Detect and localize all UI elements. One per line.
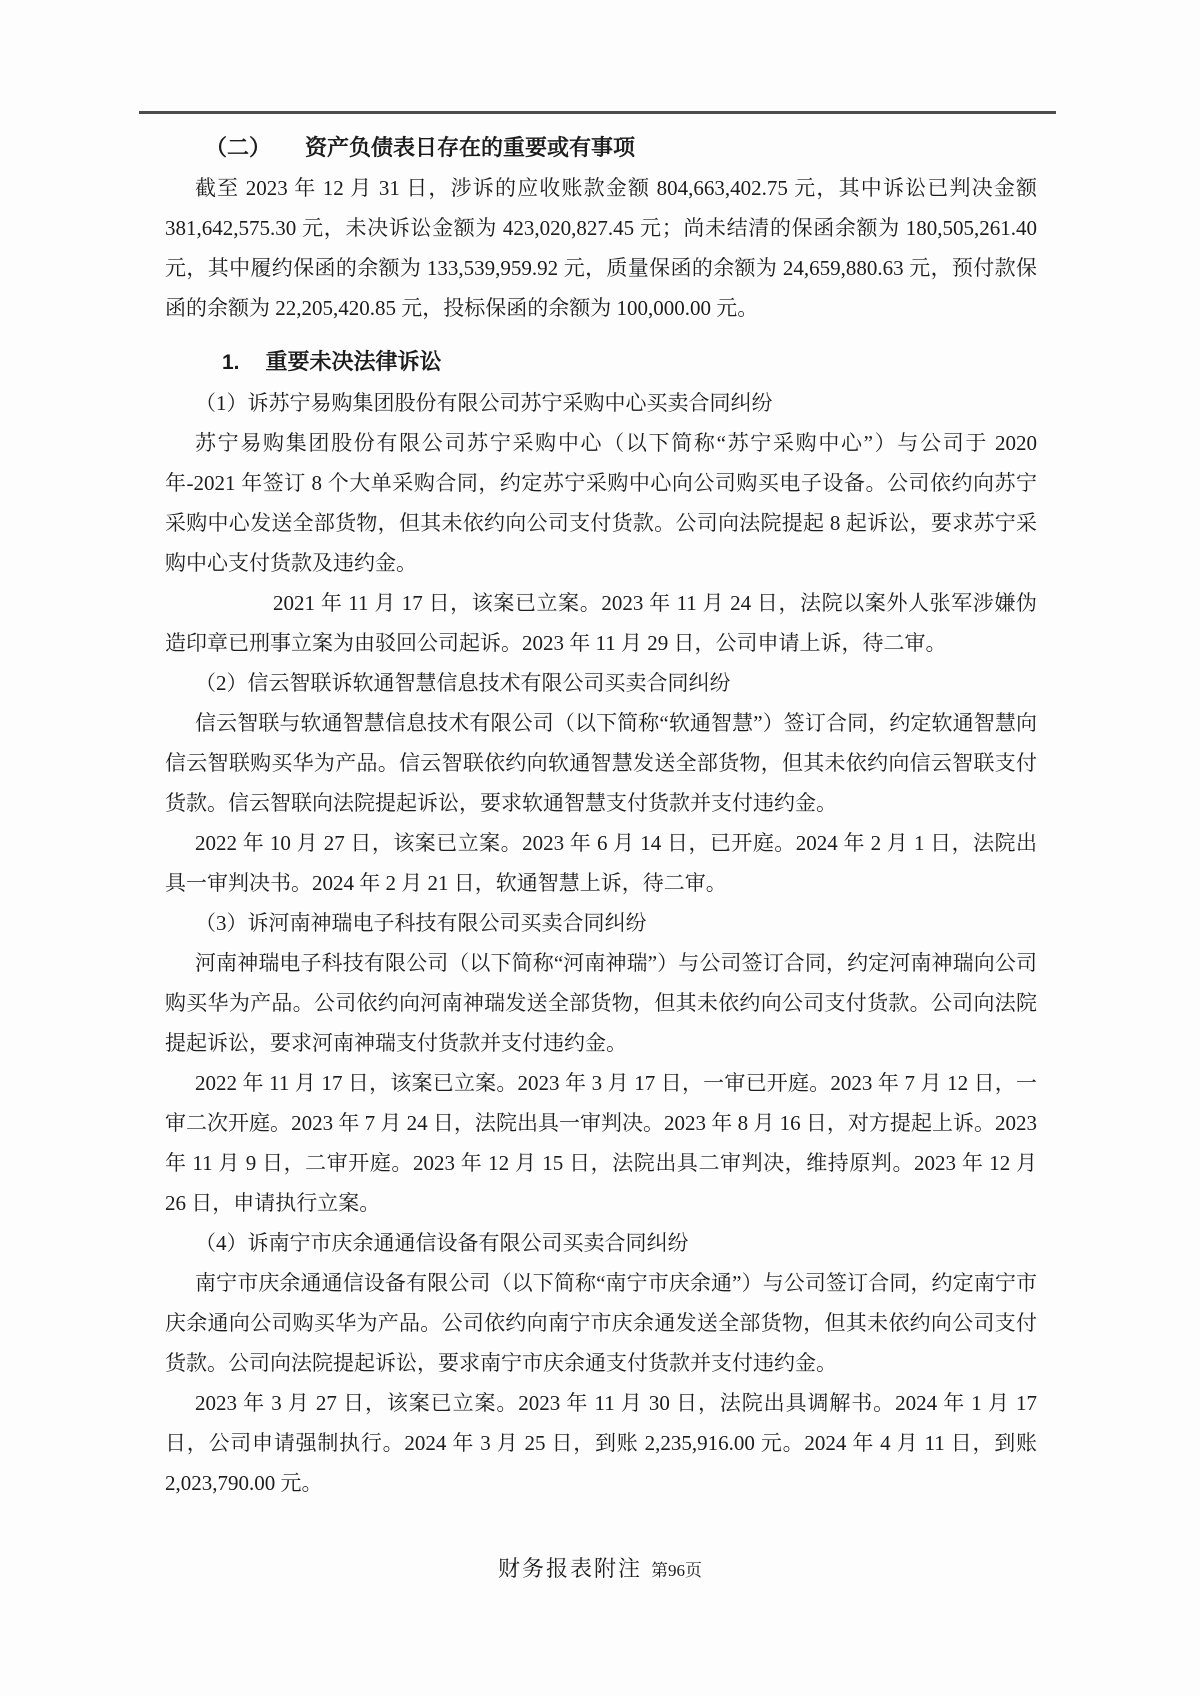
- document-content: [165, 128, 1037, 1503]
- header-divider-rule: [139, 111, 1056, 114]
- section-heading-number: （二）: [205, 135, 272, 160]
- section-heading: [165, 128, 1037, 168]
- case-1-body: 苏宁易购集团股份有限公司苏宁采购中心（以下简称“苏宁采购中心”）与公司于 2020 年-2021 年签订 8 个大单采购合同，约定苏宁采购中心向公司购买电子设备。公司依约向苏宁采购中心发送全部货物，但其未依约向公司支付货款。公司向法院提起 8 起诉讼，要求苏宁采购中心支付货款及违约金。: [165, 431, 1037, 575]
- page-footer: [0, 1552, 1200, 1583]
- intro-paragraph: 截至 2023 年 12 月 31 日，涉诉的应收账款金额 804,663,402.75 元，其中诉讼已判决金额 381,642,575.30 元，未决诉讼金额为 423,020,827.45 元；尚未结清的保函余额为 180,505,261.40 元，其中履约保函的余额为 133,539,959.92 元，质量保函的余额为 24,659,880.63 元，预付款保函的余额为 22,205,420.85 元，投标保函的余额为 100,000.00 元。: [165, 176, 1037, 320]
- case-2-body: 信云智联与软通智慧信息技术有限公司（以下简称“软通智慧”）签订合同，约定软通智慧向信云智联购买华为产品。信云智联依约向软通智慧发送全部货物，但其未依约向信云智联支付货款。信云智联向法院提起诉讼，要求软通智慧支付货款并支付违约金。: [165, 711, 1037, 815]
- case-block-3: [165, 903, 1037, 1223]
- case-4-body: 南宁市庆余通通信设备有限公司（以下简称“南宁市庆余通”）与公司签订合同，约定南宁市庆余通向公司购买华为产品。公司依约向南宁市庆余通发送全部货物，但其未依约向公司支付货款。公司向法院提起诉讼，要求南宁市庆余通支付货款并支付违约金。: [165, 1271, 1037, 1375]
- section-heading-title: 资产负债表日存在的重要或有事项: [305, 135, 636, 160]
- case-3-title: （3）诉河南神瑞电子科技有限公司买卖合同纠纷: [195, 911, 647, 935]
- case-block-1: [165, 383, 1037, 663]
- footer-page-number: 第96页: [651, 1561, 702, 1580]
- case-block-4: [165, 1223, 1037, 1503]
- subsection-heading-number: 1.: [222, 351, 240, 374]
- footer-title: 财务报表附注: [497, 1556, 642, 1581]
- case-3-timeline: 2022 年 11 月 17 日，该案已立案。2023 年 3 月 17 日，一审已开庭。2023 年 7 月 12 日，一审二次开庭。2023 年 7 月 24 日，法院出具一审判决。2023 年 8 月 16 日，对方提起上诉。2023 年 11 月 9 日，二审开庭。2023 年 12 月 15 日，法院出具二审判决，维持原判。2023 年 12 月 26 日，申请执行立案。: [165, 1071, 1037, 1215]
- case-2-title: （2）信云智联诉软通智慧信息技术有限公司买卖合同纠纷: [195, 671, 731, 695]
- case-4-timeline: 2023 年 3 月 27 日，该案已立案。2023 年 11 月 30 日，法院出具调解书。2024 年 1 月 17 日，公司申请强制执行。2024 年 3 月 25 日，到账 2,235,916.00 元。2024 年 4 月 11 日，到账 2,023,790.00 元。: [165, 1391, 1037, 1495]
- case-2-timeline: 2022 年 10 月 27 日，该案已立案。2023 年 6 月 14 日，已开庭。2024 年 2 月 1 日，法院出具一审判决书。2024 年 2 月 21 日，软通智慧上诉，待二审。: [165, 831, 1037, 895]
- case-3-body: 河南神瑞电子科技有限公司（以下简称“河南神瑞”）与公司签订合同，约定河南神瑞向公司购买华为产品。公司依约向河南神瑞发送全部货物，但其未依约向公司支付货款。公司向法院提起诉讼，要求河南神瑞支付货款并支付违约金。: [165, 951, 1037, 1055]
- case-block-2: [165, 663, 1037, 903]
- case-4-title: （4）诉南宁市庆余通通信设备有限公司买卖合同纠纷: [195, 1231, 689, 1255]
- subsection-heading: [165, 342, 1037, 383]
- case-1-timeline: 2021 年 11 月 17 日，该案已立案。2023 年 11 月 24 日，法院以案外人张军涉嫌伪造印章已刑事立案为由驳回公司起诉。2023 年 11 月 29 日，公司申请上诉，待二审。: [165, 591, 1037, 655]
- case-1-title: （1）诉苏宁易购集团股份有限公司苏宁采购中心买卖合同纠纷: [195, 391, 773, 415]
- subsection-heading-title: 重要未决法律诉讼: [265, 349, 442, 374]
